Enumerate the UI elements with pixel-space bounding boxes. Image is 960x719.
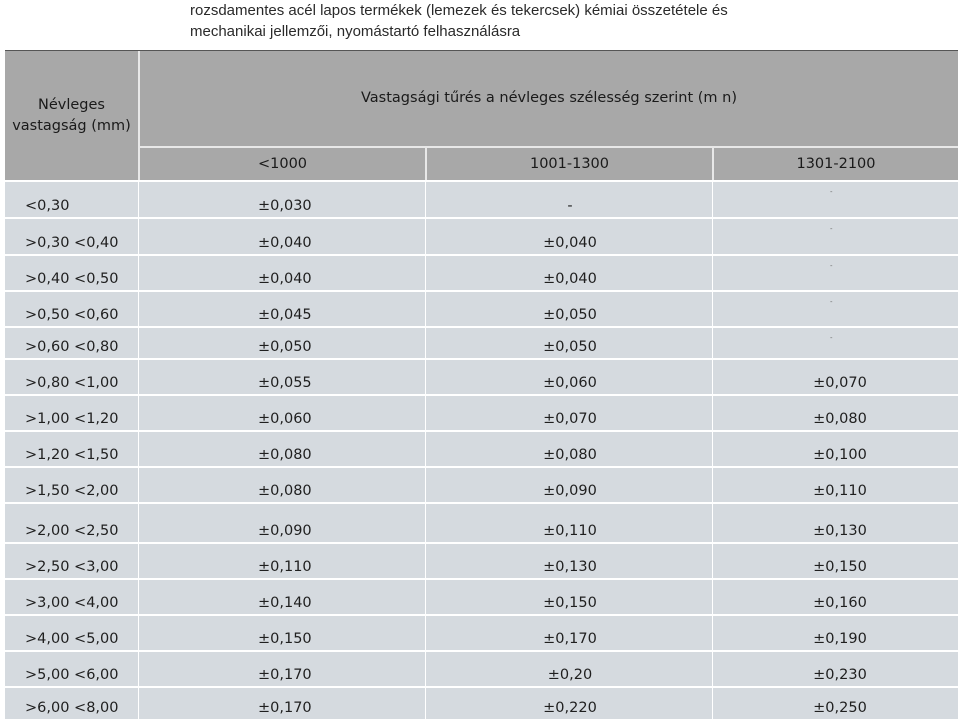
cell-width-1: ±0,170 (258, 700, 312, 716)
table-header (5, 50, 958, 181)
cell-width-3: ±0,100 (813, 447, 867, 463)
cell-width-2: ±0,050 (543, 307, 597, 323)
cell-width-3: ±0,160 (813, 595, 867, 611)
column-divider (712, 180, 713, 719)
cell-thickness: >4,00 <5,00 (25, 631, 119, 647)
cell-width-3: ±0,230 (813, 667, 867, 683)
cell-width-2: ±0,170 (543, 631, 597, 647)
cell-width-2: ±0,050 (543, 339, 597, 355)
cell-width-2: ±0,040 (543, 271, 597, 287)
table-row (5, 614, 958, 650)
cell-width-3: - (830, 262, 833, 270)
cell-width-1: ±0,040 (258, 235, 312, 251)
cell-width-2: ±0,060 (543, 375, 597, 391)
table-row (5, 578, 958, 614)
cell-thickness: >0,50 <0,60 (25, 307, 119, 323)
cell-width-1: ±0,080 (258, 483, 312, 499)
cell-width-3: - (830, 298, 833, 306)
document-caption (190, 0, 910, 42)
cell-width-2: ±0,080 (543, 447, 597, 463)
cell-width-1: ±0,150 (258, 631, 312, 647)
header-width-1: <1000 (257, 156, 308, 172)
table-row (5, 217, 958, 254)
cell-width-1: ±0,045 (258, 307, 312, 323)
cell-width-1: ±0,110 (258, 559, 312, 575)
tolerance-table (5, 50, 958, 719)
cell-width-1: ±0,140 (258, 595, 312, 611)
cell-thickness: >0,80 <1,00 (25, 375, 119, 391)
table-row (5, 686, 958, 719)
cell-width-2: ±0,090 (543, 483, 597, 499)
cell-thickness: >1,20 <1,50 (25, 447, 119, 463)
header-thickness-line-1: Névleges (38, 97, 105, 113)
caption-line-1: rozsdamentes acél lapos termékek (lemezek és tekercsek) kémiai összetétele és (190, 2, 728, 19)
cell-width-1: ±0,055 (258, 375, 312, 391)
column-divider (138, 180, 139, 719)
cell-width-3: - (830, 334, 833, 342)
table-row (5, 466, 958, 502)
caption-line-2: mechanikai jellemzői, nyomástartó felhasználásra (190, 23, 521, 40)
table-row (5, 650, 958, 686)
header-group-title: Vastagsági tűrés a névleges szélesség szerint (m n) (361, 90, 737, 106)
cell-thickness: >1,00 <1,20 (25, 411, 119, 427)
cell-width-3: ±0,190 (813, 631, 867, 647)
cell-thickness: >3,00 <4,00 (25, 595, 119, 611)
cell-thickness: >0,60 <0,80 (25, 339, 119, 355)
cell-width-2: ±0,20 (547, 667, 593, 683)
cell-width-1: ±0,090 (258, 523, 312, 539)
cell-width-3: - (830, 188, 833, 196)
cell-width-3: ±0,110 (813, 483, 867, 499)
cell-width-2: ±0,110 (543, 523, 597, 539)
cell-width-3: ±0,130 (813, 523, 867, 539)
header-thickness (5, 51, 138, 181)
cell-width-1: ±0,080 (258, 447, 312, 463)
header-width-2: 1001-1300 (529, 156, 610, 172)
cell-width-3: ±0,250 (813, 700, 867, 716)
cell-width-1: ±0,060 (258, 411, 312, 427)
table-row (5, 358, 958, 394)
cell-width-3: - (830, 225, 833, 233)
cell-thickness: >1,50 <2,00 (25, 483, 119, 499)
table-row (5, 394, 958, 430)
cell-thickness: <0,30 (25, 198, 70, 214)
table-row (5, 180, 958, 217)
header-thickness-line-2: vastagság (mm) (12, 118, 131, 134)
column-divider (425, 180, 426, 719)
cell-thickness: >0,40 <0,50 (25, 271, 119, 287)
cell-width-2: ±0,130 (543, 559, 597, 575)
cell-width-1: ±0,050 (258, 339, 312, 355)
cell-width-3: ±0,080 (813, 411, 867, 427)
cell-width-2: ±0,070 (543, 411, 597, 427)
cell-thickness: >6,00 <8,00 (25, 700, 119, 716)
cell-width-2: ±0,040 (543, 235, 597, 251)
table-row (5, 326, 958, 358)
header-width-3: 1301-2100 (796, 156, 876, 172)
cell-width-3: ±0,070 (813, 375, 867, 391)
table-row (5, 254, 958, 290)
cell-thickness: >2,50 <3,00 (25, 559, 119, 575)
table-row (5, 290, 958, 326)
cell-width-1: ±0,030 (258, 198, 312, 214)
cell-width-1: ±0,170 (258, 667, 312, 683)
table-row (5, 430, 958, 466)
table-row (5, 542, 958, 578)
cell-thickness: >0,30 <0,40 (25, 235, 119, 251)
cell-width-2: ±0,220 (543, 700, 597, 716)
cell-width-2: - (567, 198, 573, 214)
cell-width-1: ±0,040 (258, 271, 312, 287)
cell-thickness: >2,00 <2,50 (25, 523, 119, 539)
cell-width-3: ±0,150 (813, 559, 867, 575)
table-row (5, 502, 958, 542)
cell-thickness: >5,00 <6,00 (25, 667, 119, 683)
cell-width-2: ±0,150 (543, 595, 597, 611)
